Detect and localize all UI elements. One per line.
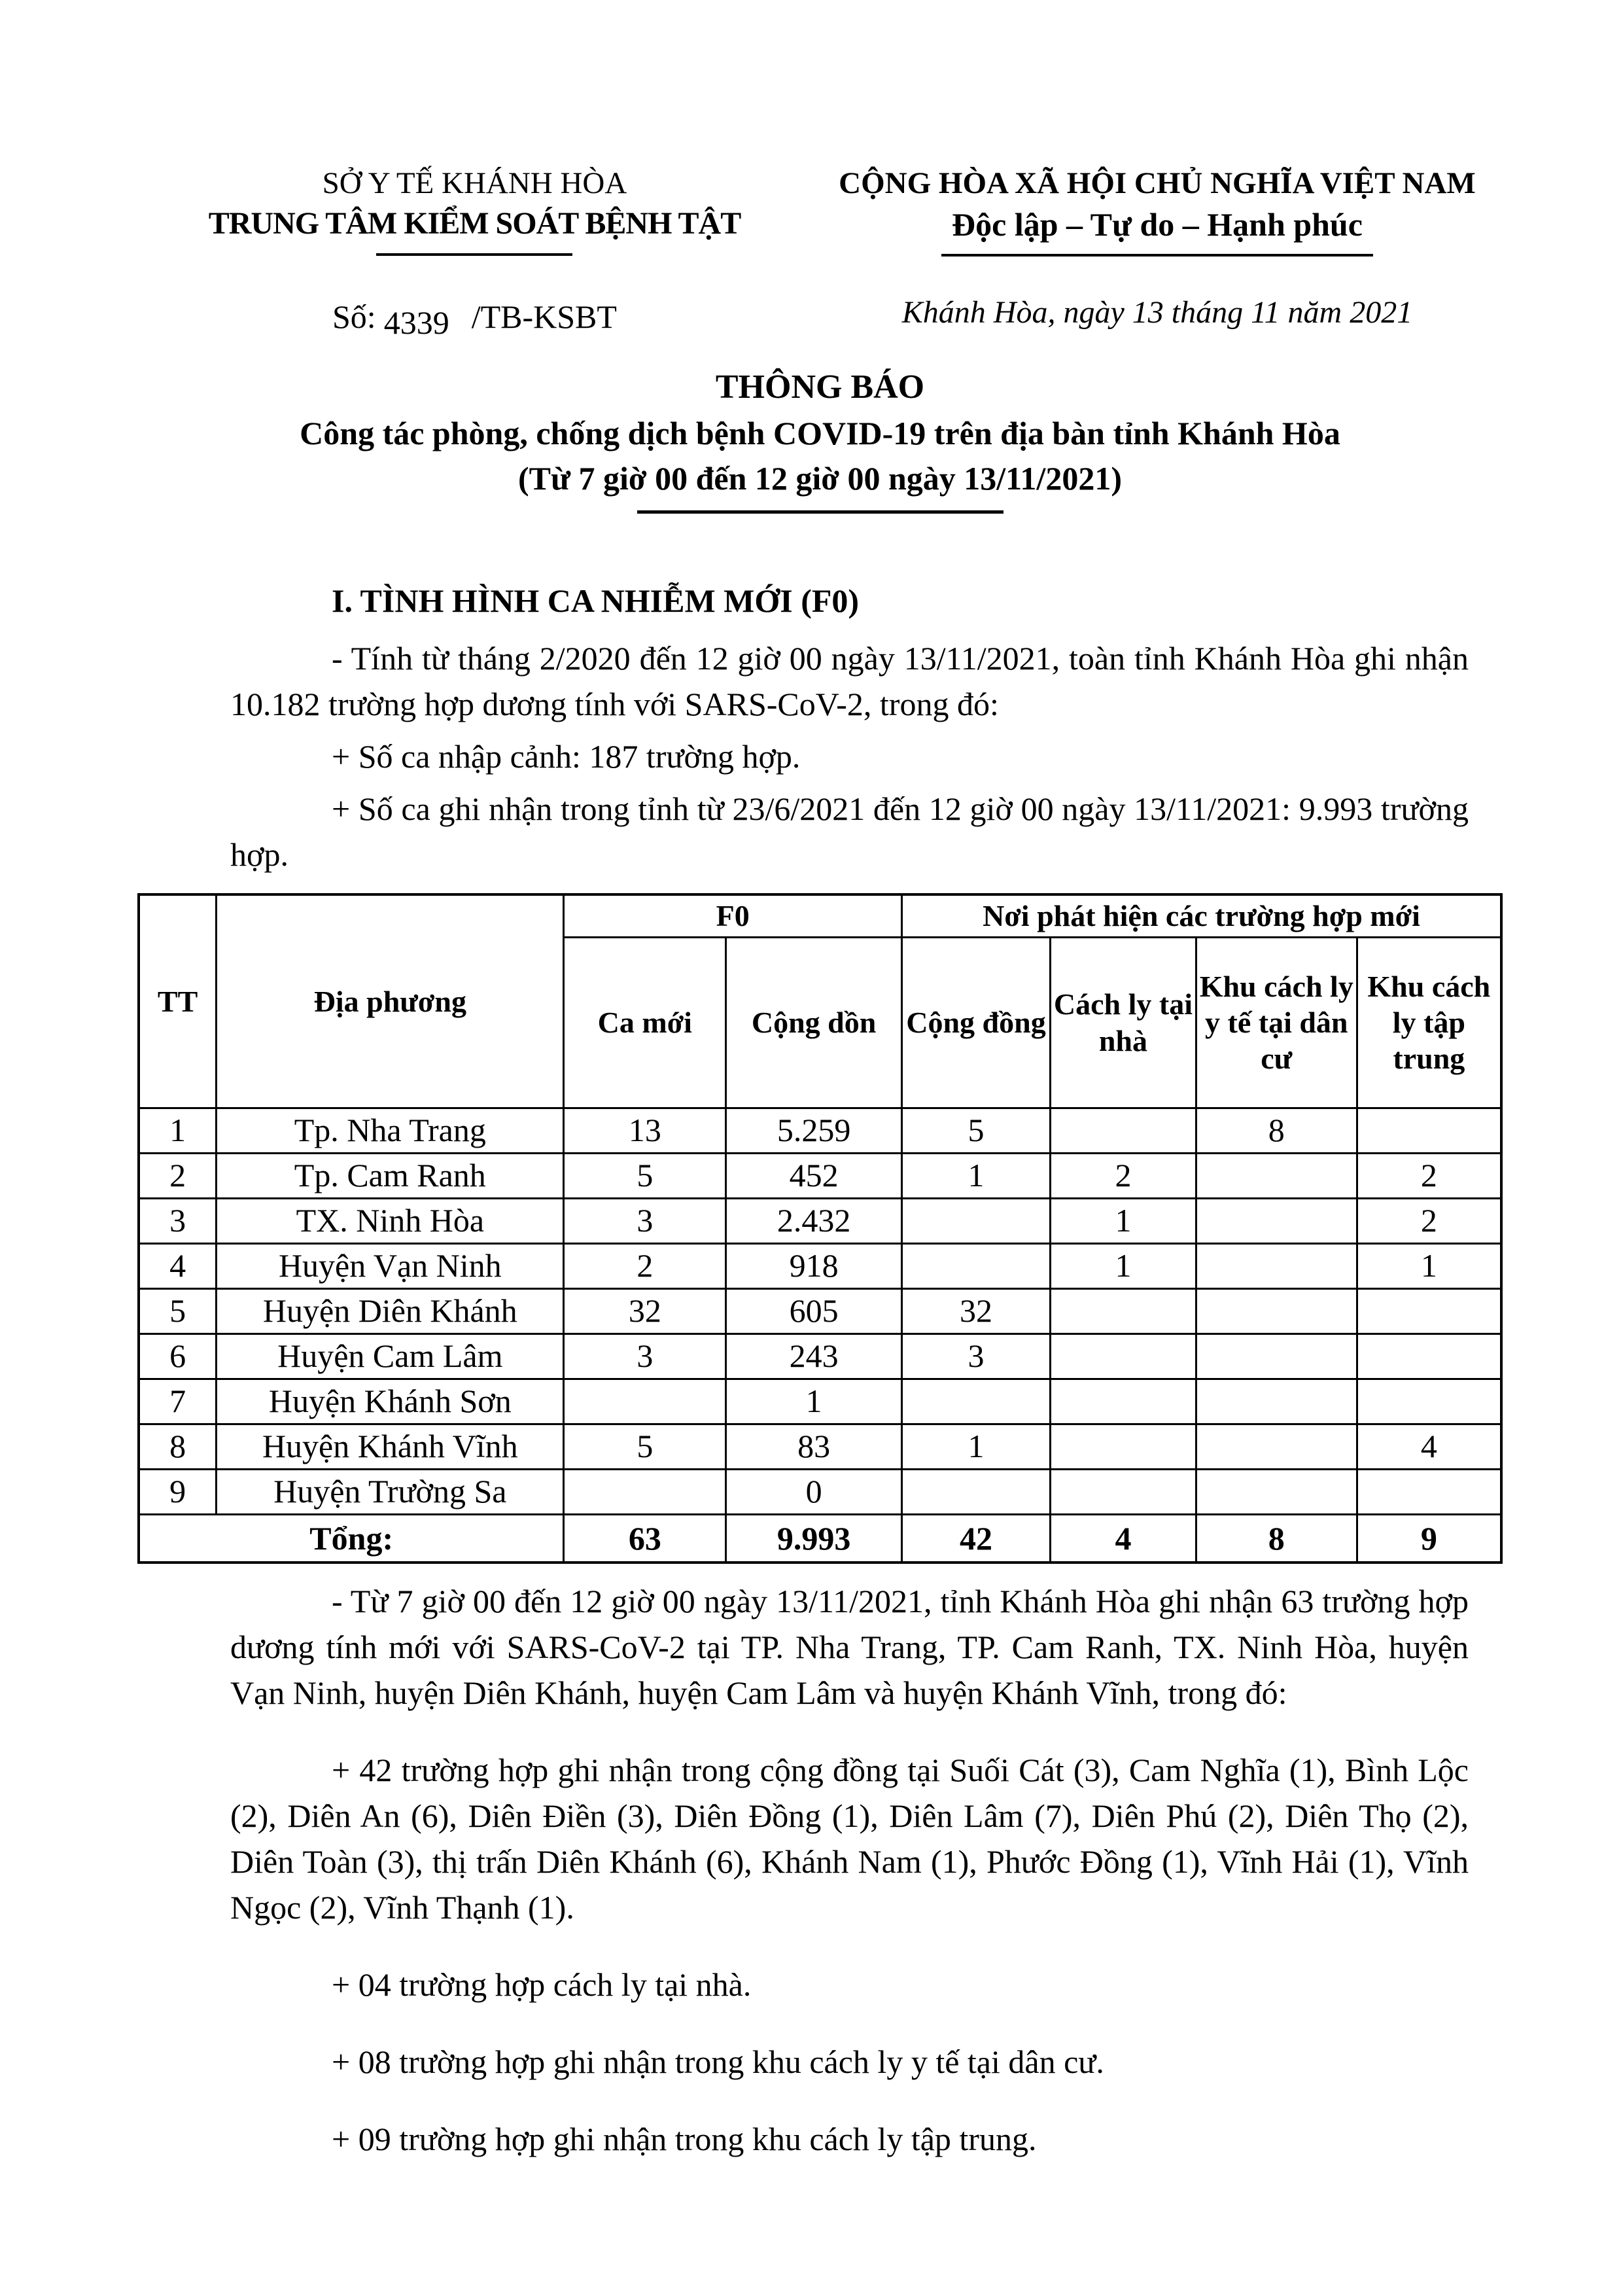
col-group-detection-place: Nơi phát hiện các trường hợp mới bbox=[901, 894, 1501, 938]
cell-new-cases: 32 bbox=[564, 1288, 726, 1333]
document-number-line bbox=[137, 294, 812, 340]
cell-home-quarantine bbox=[1051, 1424, 1196, 1469]
cell-home-quarantine bbox=[1051, 1333, 1196, 1379]
cell-tt: 3 bbox=[139, 1198, 217, 1243]
cell-medical-quarantine bbox=[1196, 1198, 1357, 1243]
cell-tt: 6 bbox=[139, 1333, 217, 1379]
cell-community bbox=[901, 1379, 1050, 1424]
document-header bbox=[137, 164, 1503, 340]
cell-community bbox=[901, 1198, 1050, 1243]
document-number-value: 4339 bbox=[383, 304, 449, 342]
cell-home-quarantine: 1 bbox=[1051, 1243, 1196, 1288]
cell-tt: 2 bbox=[139, 1153, 217, 1198]
col-group-f0: F0 bbox=[564, 894, 902, 938]
cell-cumulative: 452 bbox=[726, 1153, 902, 1198]
title-block bbox=[137, 364, 1503, 513]
cell-tt: 5 bbox=[139, 1288, 217, 1333]
cell-home-quarantine bbox=[1051, 1379, 1196, 1424]
motto-underline bbox=[941, 254, 1373, 256]
cell-cumulative: 5.259 bbox=[726, 1108, 902, 1153]
cell-community bbox=[901, 1243, 1050, 1288]
cell-locality: Huyện Khánh Vĩnh bbox=[217, 1424, 564, 1469]
cell-community bbox=[901, 1469, 1050, 1514]
cell-cumulative: 2.432 bbox=[726, 1198, 902, 1243]
col-header-tt: TT bbox=[139, 894, 217, 1108]
cell-medical-quarantine: 8 bbox=[1196, 1108, 1357, 1153]
col-header-central-quarantine: Khu cách ly tập trung bbox=[1357, 937, 1501, 1108]
cell-locality: Tp. Nha Trang bbox=[217, 1108, 564, 1153]
document-title: THÔNG BÁO bbox=[715, 368, 925, 406]
table-row bbox=[139, 1108, 1501, 1153]
cell-new-cases: 5 bbox=[564, 1153, 726, 1198]
cell-cumulative: 0 bbox=[726, 1469, 902, 1514]
document-subtitle: Công tác phòng, chống dịch bệnh COVID-19 trên địa bàn tỉnh Khánh Hòa bbox=[300, 414, 1340, 451]
table-row bbox=[139, 1153, 1501, 1198]
cell-community: 5 bbox=[901, 1108, 1050, 1153]
cell-medical-quarantine bbox=[1196, 1243, 1357, 1288]
table-row bbox=[139, 1288, 1501, 1333]
table-header-row-1 bbox=[139, 894, 1501, 938]
cell-new-cases: 3 bbox=[564, 1198, 726, 1243]
col-header-new-cases: Ca mới bbox=[564, 937, 726, 1108]
cell-new-cases: 13 bbox=[564, 1108, 726, 1153]
org-name: TRUNG TÂM KIỂM SOÁT BỆNH TẬT bbox=[208, 206, 741, 241]
cell-medical-quarantine bbox=[1196, 1424, 1357, 1469]
cell-new-cases bbox=[564, 1469, 726, 1514]
col-header-medical-quarantine: Khu cách ly y tế tại dân cư bbox=[1196, 937, 1357, 1108]
issuing-org-block bbox=[137, 164, 812, 340]
paragraph-cumulative-cases: - Tính từ tháng 2/2020 đến 12 giờ 00 ngày 13/11/2021, toàn tỉnh Khánh Hòa ghi nhận 10.182 trường hợp dương tính với SARS-CoV-2, trong đó: bbox=[230, 639, 1469, 722]
document-number-suffix: /TB-KSBT bbox=[471, 298, 617, 336]
cell-community: 1 bbox=[901, 1153, 1050, 1198]
table-row bbox=[139, 1243, 1501, 1288]
cell-central-quarantine: 2 bbox=[1357, 1198, 1501, 1243]
table-row bbox=[139, 1333, 1501, 1379]
cell-home-quarantine: 1 bbox=[1051, 1198, 1196, 1243]
cell-central-quarantine: 2 bbox=[1357, 1153, 1501, 1198]
place-date-line: Khánh Hòa, ngày 13 tháng 11 năm 2021 bbox=[901, 295, 1413, 330]
covid-cases-table bbox=[137, 893, 1503, 1564]
cell-tt: 1 bbox=[139, 1108, 217, 1153]
cell-cumulative: 1 bbox=[726, 1379, 902, 1424]
paragraph-community-detail: + 42 trường hợp ghi nhận trong cộng đồng tại Suối Cát (3), Cam Nghĩa (1), Bình Lộc (2), Diên An (6), Diên Điền (3), Diên Đồng (1), Diên Lâm (7), Diên Phú (2), Diên Thọ (2), Diên Toàn (3), thị trấn Diên Khánh (6), Khánh Nam (1), Phước Đồng (1), Vĩnh Hải (1), Vĩnh Ngọc (2), Vĩnh Thạnh (1). bbox=[230, 1751, 1469, 1926]
cell-tt: 7 bbox=[139, 1379, 217, 1424]
paragraph-medical-quarantine-count: + 08 trường hợp ghi nhận trong khu cách ly y tế tại dân cư. bbox=[332, 2043, 1104, 2080]
cell-total-new-cases: 63 bbox=[564, 1514, 726, 1563]
col-header-cumulative: Cộng dồn bbox=[726, 937, 902, 1108]
cell-community: 1 bbox=[901, 1424, 1050, 1469]
col-header-community: Cộng đồng bbox=[901, 937, 1050, 1108]
table-row bbox=[139, 1469, 1501, 1514]
org-underline bbox=[376, 253, 572, 256]
col-header-home-quarantine: Cách ly tại nhà bbox=[1051, 937, 1196, 1108]
cell-total-label: Tổng: bbox=[139, 1514, 564, 1563]
table-total-row bbox=[139, 1514, 1501, 1563]
table-row bbox=[139, 1424, 1501, 1469]
cell-locality: Tp. Cam Ranh bbox=[217, 1153, 564, 1198]
cell-tt: 8 bbox=[139, 1424, 217, 1469]
cell-medical-quarantine bbox=[1196, 1469, 1357, 1514]
cell-medical-quarantine bbox=[1196, 1153, 1357, 1198]
country-name: CỘNG HÒA XÃ HỘI CHỦ NGHĨA VIỆT NAM bbox=[839, 166, 1476, 200]
cell-cumulative: 243 bbox=[726, 1333, 902, 1379]
cell-total-home-quarantine: 4 bbox=[1051, 1514, 1196, 1563]
cell-central-quarantine: 1 bbox=[1357, 1243, 1501, 1288]
cell-new-cases bbox=[564, 1379, 726, 1424]
col-header-locality: Địa phương bbox=[217, 894, 564, 1108]
cell-community: 32 bbox=[901, 1288, 1050, 1333]
paragraph-imported-cases: + Số ca nhập cảnh: 187 trường hợp. bbox=[332, 737, 801, 775]
cell-total-community: 42 bbox=[901, 1514, 1050, 1563]
cell-central-quarantine bbox=[1357, 1469, 1501, 1514]
cell-locality: Huyện Cam Lâm bbox=[217, 1333, 564, 1379]
cell-locality: Huyện Trường Sa bbox=[217, 1469, 564, 1514]
cell-cumulative: 918 bbox=[726, 1243, 902, 1288]
document-number-label: Số: bbox=[332, 298, 376, 336]
cell-central-quarantine: 4 bbox=[1357, 1424, 1501, 1469]
cell-medical-quarantine bbox=[1196, 1333, 1357, 1379]
table-row bbox=[139, 1198, 1501, 1243]
national-header-block bbox=[812, 164, 1503, 340]
cell-medical-quarantine bbox=[1196, 1379, 1357, 1424]
cell-central-quarantine bbox=[1357, 1333, 1501, 1379]
cell-total-medical-quarantine: 8 bbox=[1196, 1514, 1357, 1563]
cell-cumulative: 605 bbox=[726, 1288, 902, 1333]
cell-new-cases: 5 bbox=[564, 1424, 726, 1469]
cell-medical-quarantine bbox=[1196, 1288, 1357, 1333]
org-parent-name: SỞ Y TẾ KHÁNH HÒA bbox=[322, 166, 627, 200]
cell-community: 3 bbox=[901, 1333, 1050, 1379]
national-motto: Độc lập – Tự do – Hạnh phúc bbox=[952, 206, 1363, 243]
section-1-heading: I. TÌNH HÌNH CA NHIỄM MỚI (F0) bbox=[332, 582, 860, 619]
cell-total-central-quarantine: 9 bbox=[1357, 1514, 1501, 1563]
cell-cumulative: 83 bbox=[726, 1424, 902, 1469]
document-subtitle-period: (Từ 7 giờ 00 đến 12 giờ 00 ngày 13/11/2021) bbox=[518, 459, 1122, 497]
paragraph-central-quarantine-count: + 09 trường hợp ghi nhận trong khu cách ly tập trung. bbox=[332, 2120, 1037, 2157]
cell-total-cumulative: 9.993 bbox=[726, 1514, 902, 1563]
paragraph-home-quarantine-count: + 04 trường hợp cách ly tại nhà. bbox=[332, 1966, 752, 2003]
cell-new-cases: 3 bbox=[564, 1333, 726, 1379]
paragraph-local-cases: + Số ca ghi nhận trong tỉnh từ 23/6/2021 đến 12 giờ 00 ngày 13/11/2021: 9.993 trường hợp. bbox=[230, 790, 1469, 873]
cell-locality: Huyện Vạn Ninh bbox=[217, 1243, 564, 1288]
cell-home-quarantine bbox=[1051, 1288, 1196, 1333]
cell-locality: TX. Ninh Hòa bbox=[217, 1198, 564, 1243]
cell-home-quarantine bbox=[1051, 1469, 1196, 1514]
cell-locality: Huyện Khánh Sơn bbox=[217, 1379, 564, 1424]
paragraph-new-cases-summary: - Từ 7 giờ 00 đến 12 giờ 00 ngày 13/11/2021, tỉnh Khánh Hòa ghi nhận 63 trường hợp dương tính mới với SARS-CoV-2 tại TP. Nha Trang, TP. Cam Ranh, TX. Ninh Hòa, huyện Vạn Ninh, huyện Diên Khánh, huyện Cam Lâm và huyện Khánh Vĩnh, trong đó: bbox=[230, 1582, 1469, 1711]
cell-home-quarantine bbox=[1051, 1108, 1196, 1153]
cell-home-quarantine: 2 bbox=[1051, 1153, 1196, 1198]
table-row bbox=[139, 1379, 1501, 1424]
cell-tt: 4 bbox=[139, 1243, 217, 1288]
cell-tt: 9 bbox=[139, 1469, 217, 1514]
cell-central-quarantine bbox=[1357, 1379, 1501, 1424]
title-underline bbox=[637, 510, 1003, 514]
cell-locality: Huyện Diên Khánh bbox=[217, 1288, 564, 1333]
cell-new-cases: 2 bbox=[564, 1243, 726, 1288]
cell-central-quarantine bbox=[1357, 1108, 1501, 1153]
cell-central-quarantine bbox=[1357, 1288, 1501, 1333]
